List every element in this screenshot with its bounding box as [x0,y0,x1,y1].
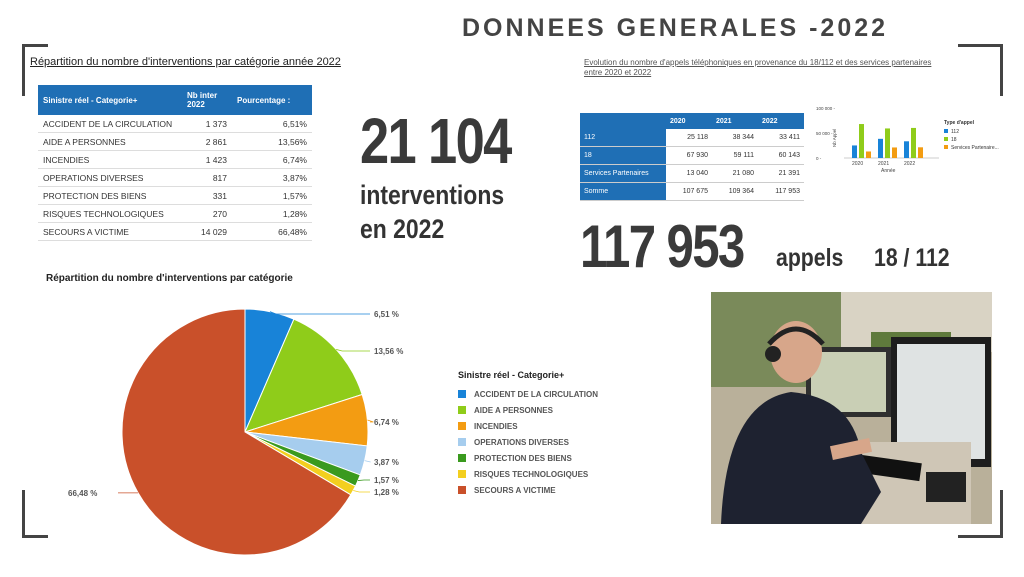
cell-count: 1 373 [182,115,232,133]
bar-y-tick: 0 - [816,156,822,161]
table-row [38,223,312,241]
legend-label: INCENDIES [474,421,518,431]
calls-cell-2021: 38 344 [712,129,758,147]
bar [866,151,871,158]
calls-row-label: Somme [580,183,666,201]
kpi-interventions-year: en 2022 [360,214,445,244]
cell-count: 14 029 [182,223,232,241]
legend-item [458,482,598,498]
pie-data-label: 66,48 % [68,488,98,498]
frame-corner-top-left [22,44,25,96]
bar-y-tick: 100 000 - [816,106,836,111]
bar-x-tick: 2020 [852,161,864,167]
bar-y-label: Nb Appel [832,128,837,147]
legend-item [458,386,598,402]
legend-swatch [458,470,466,478]
cell-percent: 66,48% [232,223,312,241]
legend-swatch [458,390,466,398]
calls-col-header-blank [580,113,666,129]
calls-col-header-2020: 2020 [666,113,712,129]
calls-cell-2021: 109 364 [712,183,758,201]
legend-swatch [458,438,466,446]
cell-category: AIDE A PERSONNES [38,133,182,151]
pie-legend [458,370,598,498]
col-header-percent: Pourcentage : [232,85,312,115]
pie-chart-title: Répartition du nombre d'interventions par catégorie [46,273,293,284]
cell-category: RISQUES TECHNOLOGIQUES [38,205,182,223]
legend-label: ACCIDENT DE LA CIRCULATION [474,389,598,399]
cell-percent: 6,51% [232,115,312,133]
bar-legend-title: Type d'appel [944,120,974,126]
table-title: Répartition du nombre d'interventions par catégorie année 2022 [30,56,341,68]
category-table [38,85,312,241]
bar-legend-swatch [944,145,948,149]
kpi-calls-value: 117 953 [580,213,744,280]
legend-label: SECOURS A VICTIME [474,485,556,495]
cell-percent: 13,56% [232,133,312,151]
calls-cell-2022: 21 391 [758,165,804,183]
cell-percent: 6,74% [232,151,312,169]
pie-data-label: 1,28 % [374,488,399,497]
bar-legend-label: 18 [951,137,957,143]
pie-label-line [270,312,370,314]
cell-count: 1 423 [182,151,232,169]
pie-chart [40,290,440,560]
calls-row [580,183,804,201]
calls-row-label: Services Partenaires [580,165,666,183]
legend-item [458,450,598,466]
bar [892,147,897,158]
cell-count: 817 [182,169,232,187]
frame-corner-top-right-h [958,44,1003,47]
bar-x-tick: 2021 [878,161,890,167]
cell-count: 331 [182,187,232,205]
pie-label-line [353,490,370,492]
legend-swatch [458,406,466,414]
table-row [38,133,312,151]
table-row [38,187,312,205]
table-row [38,205,312,223]
bar [911,128,916,158]
bar-legend-label: 112 [951,129,959,135]
pie-label-line [367,420,373,422]
legend-item [458,418,598,434]
calls-cell-2022: 33 411 [758,129,804,147]
cell-percent: 1,28% [232,205,312,223]
bar [878,139,883,158]
cell-count: 2 861 [182,133,232,151]
calls-cell-2020: 67 930 [666,147,712,165]
kpi-calls-unit: appels [776,244,844,272]
pie-data-label: 13,56 % [374,347,404,356]
calls-row-label: 18 [580,147,666,165]
calls-row [580,147,804,165]
table-row [38,169,312,187]
bar-x-label: Année [881,168,896,174]
bar [859,124,864,158]
operator-with-headset-photo [711,292,992,524]
frame-corner-top-left-h [22,44,48,47]
calls-row [580,165,804,183]
calls-cell-2020: 107 675 [666,183,712,201]
legend-item [458,466,598,482]
col-header-category: Sinistre réel - Categorie+ [38,85,182,115]
legend-label: RISQUES TECHNOLOGIQUES [474,469,589,479]
legend-label: OPERATIONS DIVERSES [474,437,569,447]
calls-cell-2022: 117 953 [758,183,804,201]
cell-category: SECOURS A VICTIME [38,223,182,241]
kpi-interventions-value: 21 104 [360,105,511,177]
pie-label-line [365,461,371,462]
legend-swatch [458,454,466,462]
cell-category: OPERATIONS DIVERSES [38,169,182,187]
cell-percent: 1,57% [232,187,312,205]
frame-corner-bottom-right [1000,490,1003,538]
legend-swatch [458,422,466,430]
pie-label-line [336,349,370,351]
frame-corner-bottom-left [22,490,25,538]
col-header-count: Nb inter 2022 [182,85,232,115]
table-row [38,151,312,169]
pie-data-label: 6,74 % [374,418,399,427]
kpi-interventions-label: interventions [360,180,505,210]
bar-x-tick: 2022 [904,161,916,167]
frame-corner-top-right [1000,44,1003,96]
bar-legend-swatch [944,129,948,133]
calls-row-label: 112 [580,129,666,147]
calls-table-title: Evolution du nombre d'appels téléphoniques en provenance du 18/112 et des services partenaires entre 2020 et 2022 [584,58,932,77]
calls-cell-2022: 60 143 [758,147,804,165]
calls-cell-2020: 13 040 [666,165,712,183]
table-header-row [38,85,312,115]
bar [885,128,890,158]
table-row [38,115,312,133]
bar-y-tick: 50 000 - [816,131,833,136]
calls-col-header-2022: 2022 [758,113,804,129]
cell-category: PROTECTION DES BIENS [38,187,182,205]
bar-legend-label: Services Partenaire... [951,145,999,151]
calls-header-row [580,113,804,129]
calls-cell-2020: 25 118 [666,129,712,147]
bar-legend-swatch [944,137,948,141]
legend-item [458,434,598,450]
frame-corner-bottom-right-h [958,535,1003,538]
bar [904,141,909,158]
calls-row [580,129,804,147]
legend-swatch [458,486,466,494]
cell-category: ACCIDENT DE LA CIRCULATION [38,115,182,133]
calls-col-header-2021: 2021 [712,113,758,129]
legend-label: PROTECTION DES BIENS [474,453,572,463]
calls-cell-2021: 21 080 [712,165,758,183]
pie-legend-title: Sinistre réel - Categorie+ [458,370,565,380]
page-title: DONNEES GENERALES -2022 [462,14,889,42]
legend-item [458,402,598,418]
pie-data-label: 3,87 % [374,458,399,467]
bar [852,145,857,158]
calls-bar-chart [814,102,1004,182]
pie-data-label: 1,57 % [374,476,399,485]
cell-percent: 3,87% [232,169,312,187]
pie-data-label: 6,51 % [374,310,399,319]
legend-label: AIDE A PERSONNES [474,405,553,415]
cell-category: INCENDIES [38,151,182,169]
cell-count: 270 [182,205,232,223]
bar [918,147,923,158]
pie-label-line [358,480,370,481]
calls-cell-2021: 59 111 [712,147,758,165]
kpi-calls-numbers: 18 / 112 [874,244,950,272]
calls-table [580,113,804,201]
